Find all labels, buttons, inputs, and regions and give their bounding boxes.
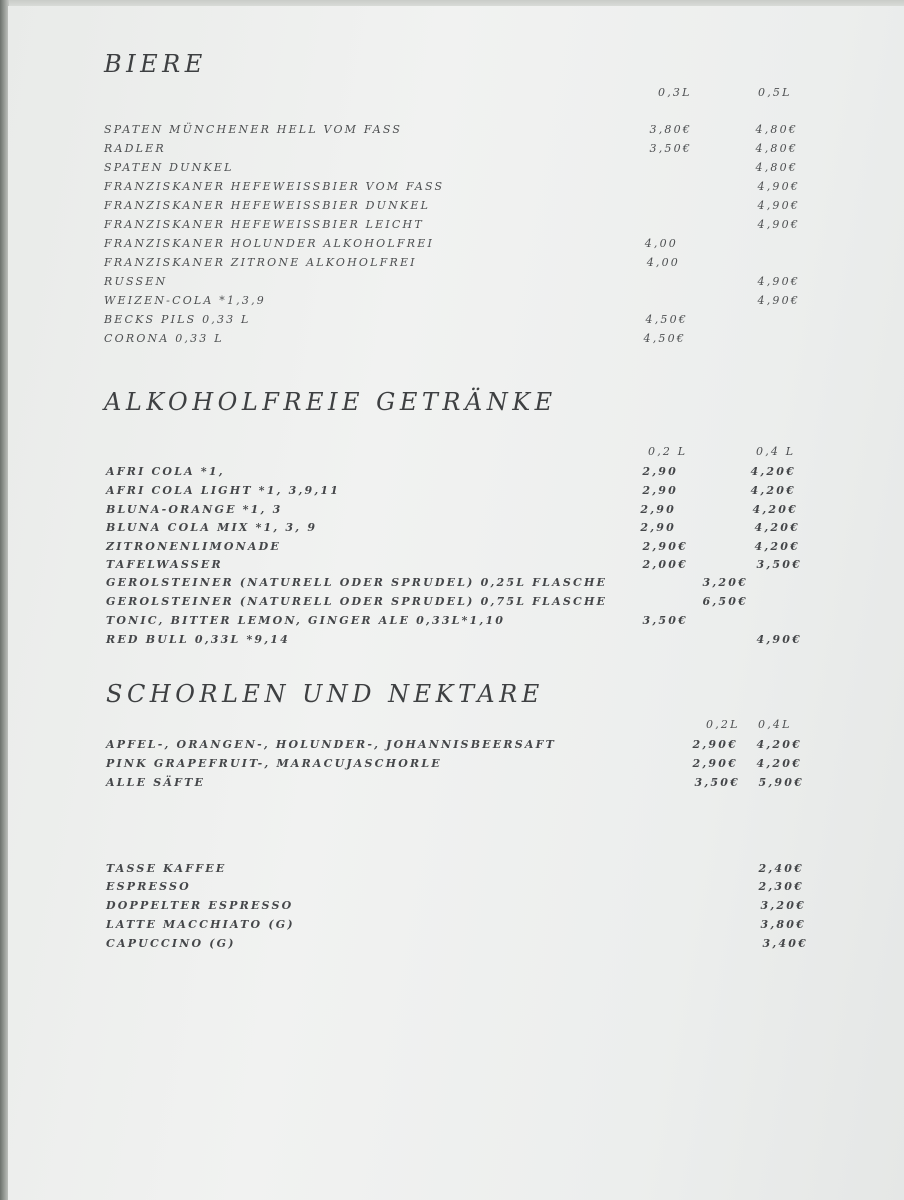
menu-item-price-large: 4,90€ — [757, 294, 800, 307]
section-title-biere: BIERE — [104, 50, 207, 78]
menu-item-name: SPATEN DUNKEL — [104, 161, 234, 174]
menu-item-name: FRANZISKANER HEFEWEISSBIER DUNKEL — [104, 199, 431, 212]
menu-item-name: FRANZISKANER HOLUNDER ALKOHOLFREI — [104, 237, 434, 250]
menu-item-name: RADLER — [104, 142, 166, 155]
menu-item-price-small: 3,50€ — [649, 142, 692, 155]
menu-item-price-large: 4,90€ — [757, 218, 800, 231]
menu-item-price-large: 4,80€ — [755, 142, 798, 155]
menu-item-price-large: 4,20€ — [754, 521, 800, 534]
size-label-large: 0,5L — [758, 86, 792, 99]
menu-item-price-large: 4,80€ — [755, 161, 798, 174]
size-label-large: 0,4L — [758, 718, 792, 731]
menu-item-name: APFEL-, ORANGEN-, HOLUNDER-, JOHANNISBEERSAFT — [106, 738, 556, 751]
menu-item-price: 2,40€ — [758, 862, 804, 875]
menu-item-price-small: 4,50€ — [643, 332, 686, 345]
menu-item-name: CAPUCCINO (G) — [106, 937, 236, 950]
menu-item-price-large: 4,20€ — [756, 738, 802, 751]
menu-item-price-large: 5,90€ — [758, 776, 804, 789]
size-label-small: 0,2L — [706, 718, 740, 731]
menu-item-price-large: 4,90€ — [757, 180, 800, 193]
menu-item-name: ZITRONENLIMONADE — [106, 540, 281, 553]
menu-item-price: 3,20€ — [760, 899, 806, 912]
menu-item-name: TONIC, BITTER LEMON, GINGER ALE 0,33L*1,10 — [106, 614, 506, 627]
size-label-small: 0,3L — [658, 86, 692, 99]
menu-item-name: RUSSEN — [104, 275, 168, 288]
menu-item-price-single: 6,50€ — [702, 595, 748, 608]
menu-item-price: 3,80€ — [760, 918, 806, 931]
menu-item-name: AFRI COLA LIGHT *1, 3,9,11 — [106, 484, 341, 497]
menu-item-name: BLUNA COLA MIX *1, 3, 9 — [106, 521, 318, 534]
section-title-schorlen-und-nektare: SCHORLEN UND NEKTARE — [106, 680, 544, 708]
menu-item-price-large: 4,20€ — [752, 503, 798, 516]
menu-item-name: GEROLSTEINER (NATURELL ODER SPRUDEL) 0,75L FLASCHE — [106, 595, 608, 608]
menu-item-price-large: 3,50€ — [756, 558, 802, 571]
menu-item-price: 3,40€ — [762, 937, 808, 950]
menu-item-price-small: 3,50€ — [642, 614, 688, 627]
menu-item-name: FRANZISKANER HEFEWEISSBIER VOM FASS — [104, 180, 445, 193]
menu-item-name: CORONA 0,33 L — [104, 332, 224, 345]
section-title-alkoholfreie-getraenke: ALKOHOLFREIE GETRÄNKE — [104, 388, 557, 416]
menu-item-price-large: 4,90€ — [756, 633, 802, 646]
menu-item-name: ESPRESSO — [106, 880, 191, 893]
menu-item-name: FRANZISKANER HEFEWEISSBIER LEICHT — [104, 218, 424, 231]
menu-item-name: ALLE SÄFTE — [106, 776, 206, 789]
menu-item-price-large: 4,20€ — [750, 465, 796, 478]
menu-item-price-small: 2,90 — [640, 503, 676, 516]
menu-item-price: 2,30€ — [758, 880, 804, 893]
menu-item-price-large: 4,80€ — [755, 123, 798, 136]
menu-item-price-small: 3,50€ — [694, 776, 740, 789]
menu-item-price-small: 4,50€ — [645, 313, 688, 326]
menu-item-name: SPATEN MÜNCHENER HELL VOM FASS — [104, 123, 403, 136]
menu-item-name: FRANZISKANER ZITRONE ALKOHOLFREI — [104, 256, 417, 269]
menu-item-name: WEIZEN-COLA *1,3,9 — [104, 294, 266, 307]
menu-item-price-large: 4,20€ — [756, 757, 802, 770]
menu-item-name: AFRI COLA *1, — [106, 465, 225, 478]
menu-item-price-small: 2,90€ — [642, 540, 688, 553]
menu-item-name: RED BULL 0,33L *9,14 — [106, 633, 290, 646]
menu-item-price-small: 3,80€ — [649, 123, 692, 136]
menu-item-price-small: 2,00€ — [642, 558, 688, 571]
menu-item-price-small: 2,90€ — [692, 738, 738, 751]
menu-item-price-large: 4,90€ — [757, 199, 800, 212]
menu-item-price-small: 2,90 — [642, 465, 678, 478]
menu-item-name: DOPPELTER ESPRESSO — [106, 899, 294, 912]
menu-item-price-large: 4,90€ — [757, 275, 800, 288]
menu-item-name: LATTE MACCHIATO (G) — [106, 918, 295, 931]
menu-item-price-small: 4,00 — [646, 256, 680, 269]
menu-item-price-small: 4,00 — [644, 237, 678, 250]
menu-item-name: BLUNA-ORANGE *1, 3 — [106, 503, 283, 516]
size-label-large: 0,4 L — [756, 445, 796, 458]
menu-item-price-single: 3,20€ — [702, 576, 748, 589]
menu-item-name: PINK GRAPEFRUIT-, MARACUJASCHORLE — [106, 757, 442, 770]
menu-item-price-large: 4,20€ — [750, 484, 796, 497]
menu-item-name: GEROLSTEINER (NATURELL ODER SPRUDEL) 0,25L FLASCHE — [106, 576, 608, 589]
menu-item-price-small: 2,90 — [642, 484, 678, 497]
menu-item-price-large: 4,20€ — [754, 540, 800, 553]
size-label-small: 0,2 L — [648, 445, 688, 458]
menu-item-name: TAFELWASSER — [106, 558, 223, 571]
menu-item-price-small: 2,90€ — [692, 757, 738, 770]
menu-item-name: TASSE KAFFEE — [106, 862, 227, 875]
menu-item-price-small: 2,90 — [640, 521, 676, 534]
menu-item-name: BECKS PILS 0,33 L — [104, 313, 251, 326]
